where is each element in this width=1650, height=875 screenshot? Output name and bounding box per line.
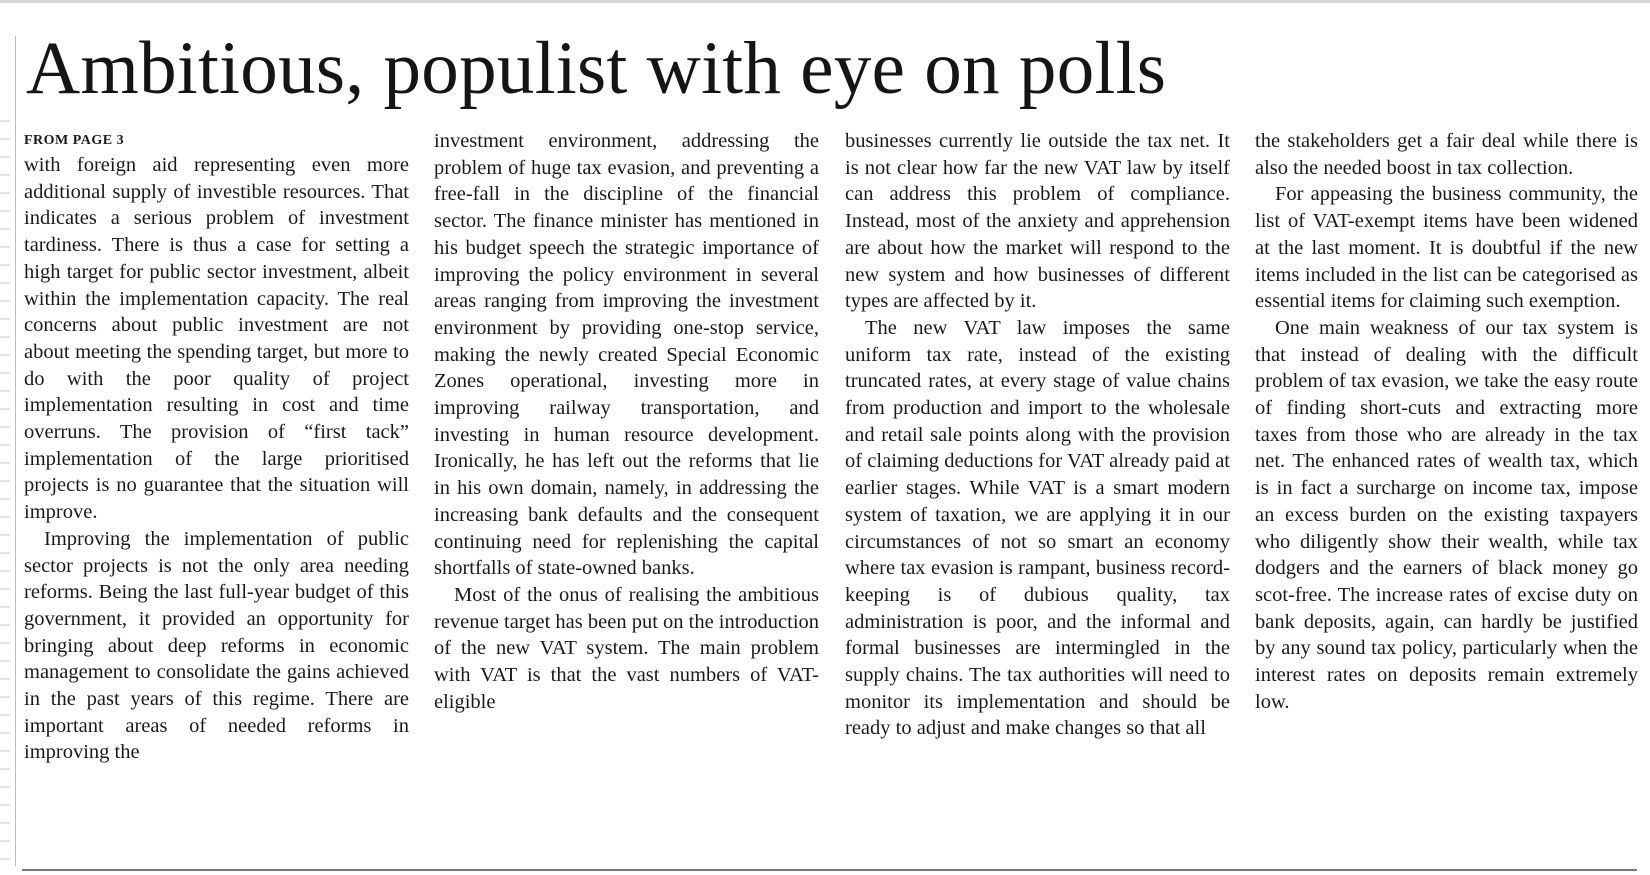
paragraph: with foreign aid representing even more additional supply of investible resources. That indicates a serious problem of investment tardiness. There is thus a case for setting a high target for public sector investment, albeit within the implementation capacity. The real concerns about public investment are not about meeting the spending target, but more to do with the poor quality of project implementation resulting in cost and time overruns. The provision of “first tack” implementation of the large prioritised projects is no guarantee that the situation will improve. (24, 154, 409, 524)
paragraph: investment environment, addressing the problem of huge tax evasion, and preventing a free-fall in the discipline of the financial sector. The finance minister has mentioned in his budget speech the strategic importance of improving the policy environment in several areas ranging from improving the investment environment by providing one-stop service, making the newly created Special Economic Zones operational, investing more in improving railway transportation, and investing in human resource development. Ironically, he has left out the reforms that lie in his own domain, namely, in addressing the increasing bank defaults and the consequent continuing need for replenishing the capital shortfalls of state-owned banks. (434, 130, 819, 580)
paragraph: Most of the onus of realising the ambitious revenue target has been put on the introduction of the new VAT system. The main problem with VAT is that the vast numbers of VAT-eligible (434, 583, 820, 713)
paragraph: businesses currently lie outside the tax net. It is not clear how far the new VAT law by itself can address this problem of compliance. Instead, most of the anxiety and apprehension are about how the market will respond to the new system and how businesses of different types are affected by it. (845, 130, 1230, 313)
article-column-2 (434, 128, 819, 715)
continuation-kicker: FROM PAGE 3 (24, 133, 125, 148)
left-column-rule (15, 36, 16, 866)
left-margin-bleed (0, 120, 10, 860)
article-column-3 (845, 128, 1230, 742)
paragraph: For appeasing the business community, the list of VAT-exempt items have been widened at the last moment. It is doubtful if the new items included in the list can be categorised as essential items for claiming such exemption. (1255, 183, 1638, 313)
article-column-4 (1255, 128, 1638, 715)
bottom-rule (22, 869, 1637, 871)
top-rule (0, 0, 1650, 3)
paragraph: The new VAT law imposes the same uniform tax rate, instead of the existing truncated rates, at every stage of value chains from production and import to the wholesale and retail sale points along with the provision of claiming deductions for VAT already paid at earlier stages. While VAT is a smart modern system of taxation, we are applying it in our circumstances of not so smart an economy where tax evasion is rampant, business record-keeping is of dubious quality, tax administration is poor, and the informal and formal businesses are intermingled in the supply chains. The tax authorities will need to monitor its implementation and should be ready to adjust and make changes so that all (845, 316, 1230, 740)
article-column-1 (24, 130, 409, 766)
paragraph: One main weakness of our tax system is that instead of dealing with the difficult problem of tax evasion, we take the easy route of finding short-cuts and extracting more taxes from those who are already in the tax net. The enhanced rates of wealth tax, which is in fact a surcharge on income tax, impose an excess burden on the existing taxpayers who diligently show their wealth, while tax dodgers and the earners of black money go scot-free. The increase rates of excise duty on bank deposits, again, can hardly be justified by any sound tax policy, particularly when the interest rates on deposits remain extremely low. (1255, 316, 1638, 713)
paragraph: Improving the implementation of public sector projects is not the only area needing reforms. Being the last full-year budget of this government, it provided an opportunity for bringing about deep reforms in economic management to consolidate the gains achieved in the past years of this regime. There are important areas of needed reforms in improving the (24, 527, 409, 764)
headline: Ambitious, populist with eye on polls (26, 27, 1167, 110)
paragraph: the stakeholders get a fair deal while there is also the needed boost in tax collection. (1255, 130, 1638, 179)
